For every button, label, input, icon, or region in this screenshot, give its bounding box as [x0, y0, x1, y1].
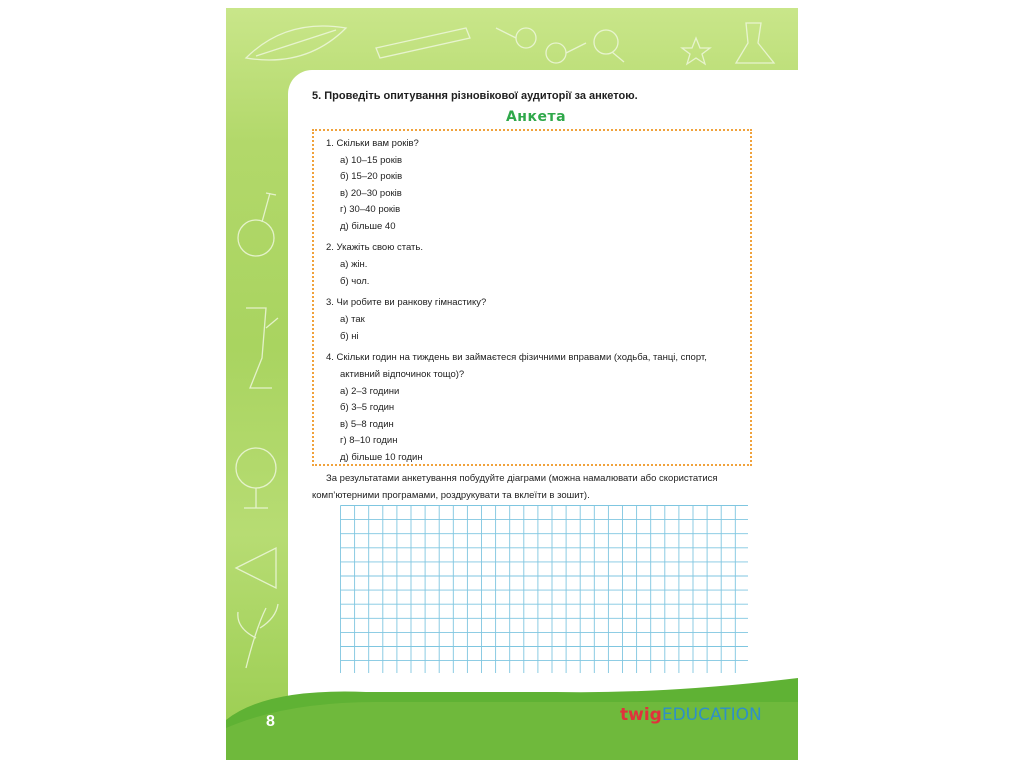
- option-3a: а) так: [340, 314, 365, 325]
- page-number: 8: [266, 713, 275, 730]
- option-4d: г) 8–10 годин: [340, 435, 398, 446]
- option-4b: б) 3–5 годин: [340, 402, 395, 413]
- instruction-paragraph: [312, 470, 752, 504]
- page-content: [226, 8, 798, 760]
- task-title: 5. Проведіть опитування різновікової аудиторії за анкетою.: [312, 90, 638, 102]
- question-2: 2. Укажіть свою стать.: [326, 242, 423, 253]
- survey-title: Анкета: [505, 109, 567, 125]
- option-4c: в) 5–8 годин: [340, 419, 394, 430]
- option-1e: д) більше 40: [340, 221, 396, 232]
- option-3b: б) ні: [340, 331, 359, 342]
- option-1d: г) 30–40 років: [340, 204, 401, 215]
- option-1a: а) 10–15 років: [340, 155, 403, 166]
- question-3: 3. Чи робите ви ранкову гімнастику?: [326, 297, 487, 308]
- option-1b: б) 15–20 років: [340, 171, 403, 182]
- question-4-line2: активний відпочинок тощо)?: [340, 369, 465, 380]
- logo-twig-text: twig: [620, 705, 662, 725]
- option-1c: в) 20–30 років: [340, 188, 402, 199]
- graph-paper-grid: [340, 505, 748, 673]
- option-2b: б) чол.: [340, 276, 370, 287]
- question-1: 1. Скільки вам років?: [326, 138, 419, 149]
- logo-education-text: EDUCATION: [661, 705, 762, 725]
- question-4-line1: 4. Скільки годин на тиждень ви займаєтеся фізичними вправами (ходьба, танці, спорт,: [326, 352, 707, 363]
- instruction-line-1: За результатами анкетування побудуйте діаграми (можна намалювати або скористатися: [326, 473, 718, 484]
- option-2a: а) жін.: [340, 259, 368, 270]
- instruction-line-2: комп’ютерними програмами, роздрукувати та вклеїти в зошит).: [312, 490, 590, 501]
- option-4e: д) більше 10 годин: [340, 452, 423, 463]
- option-4a: а) 2–3 години: [340, 386, 400, 397]
